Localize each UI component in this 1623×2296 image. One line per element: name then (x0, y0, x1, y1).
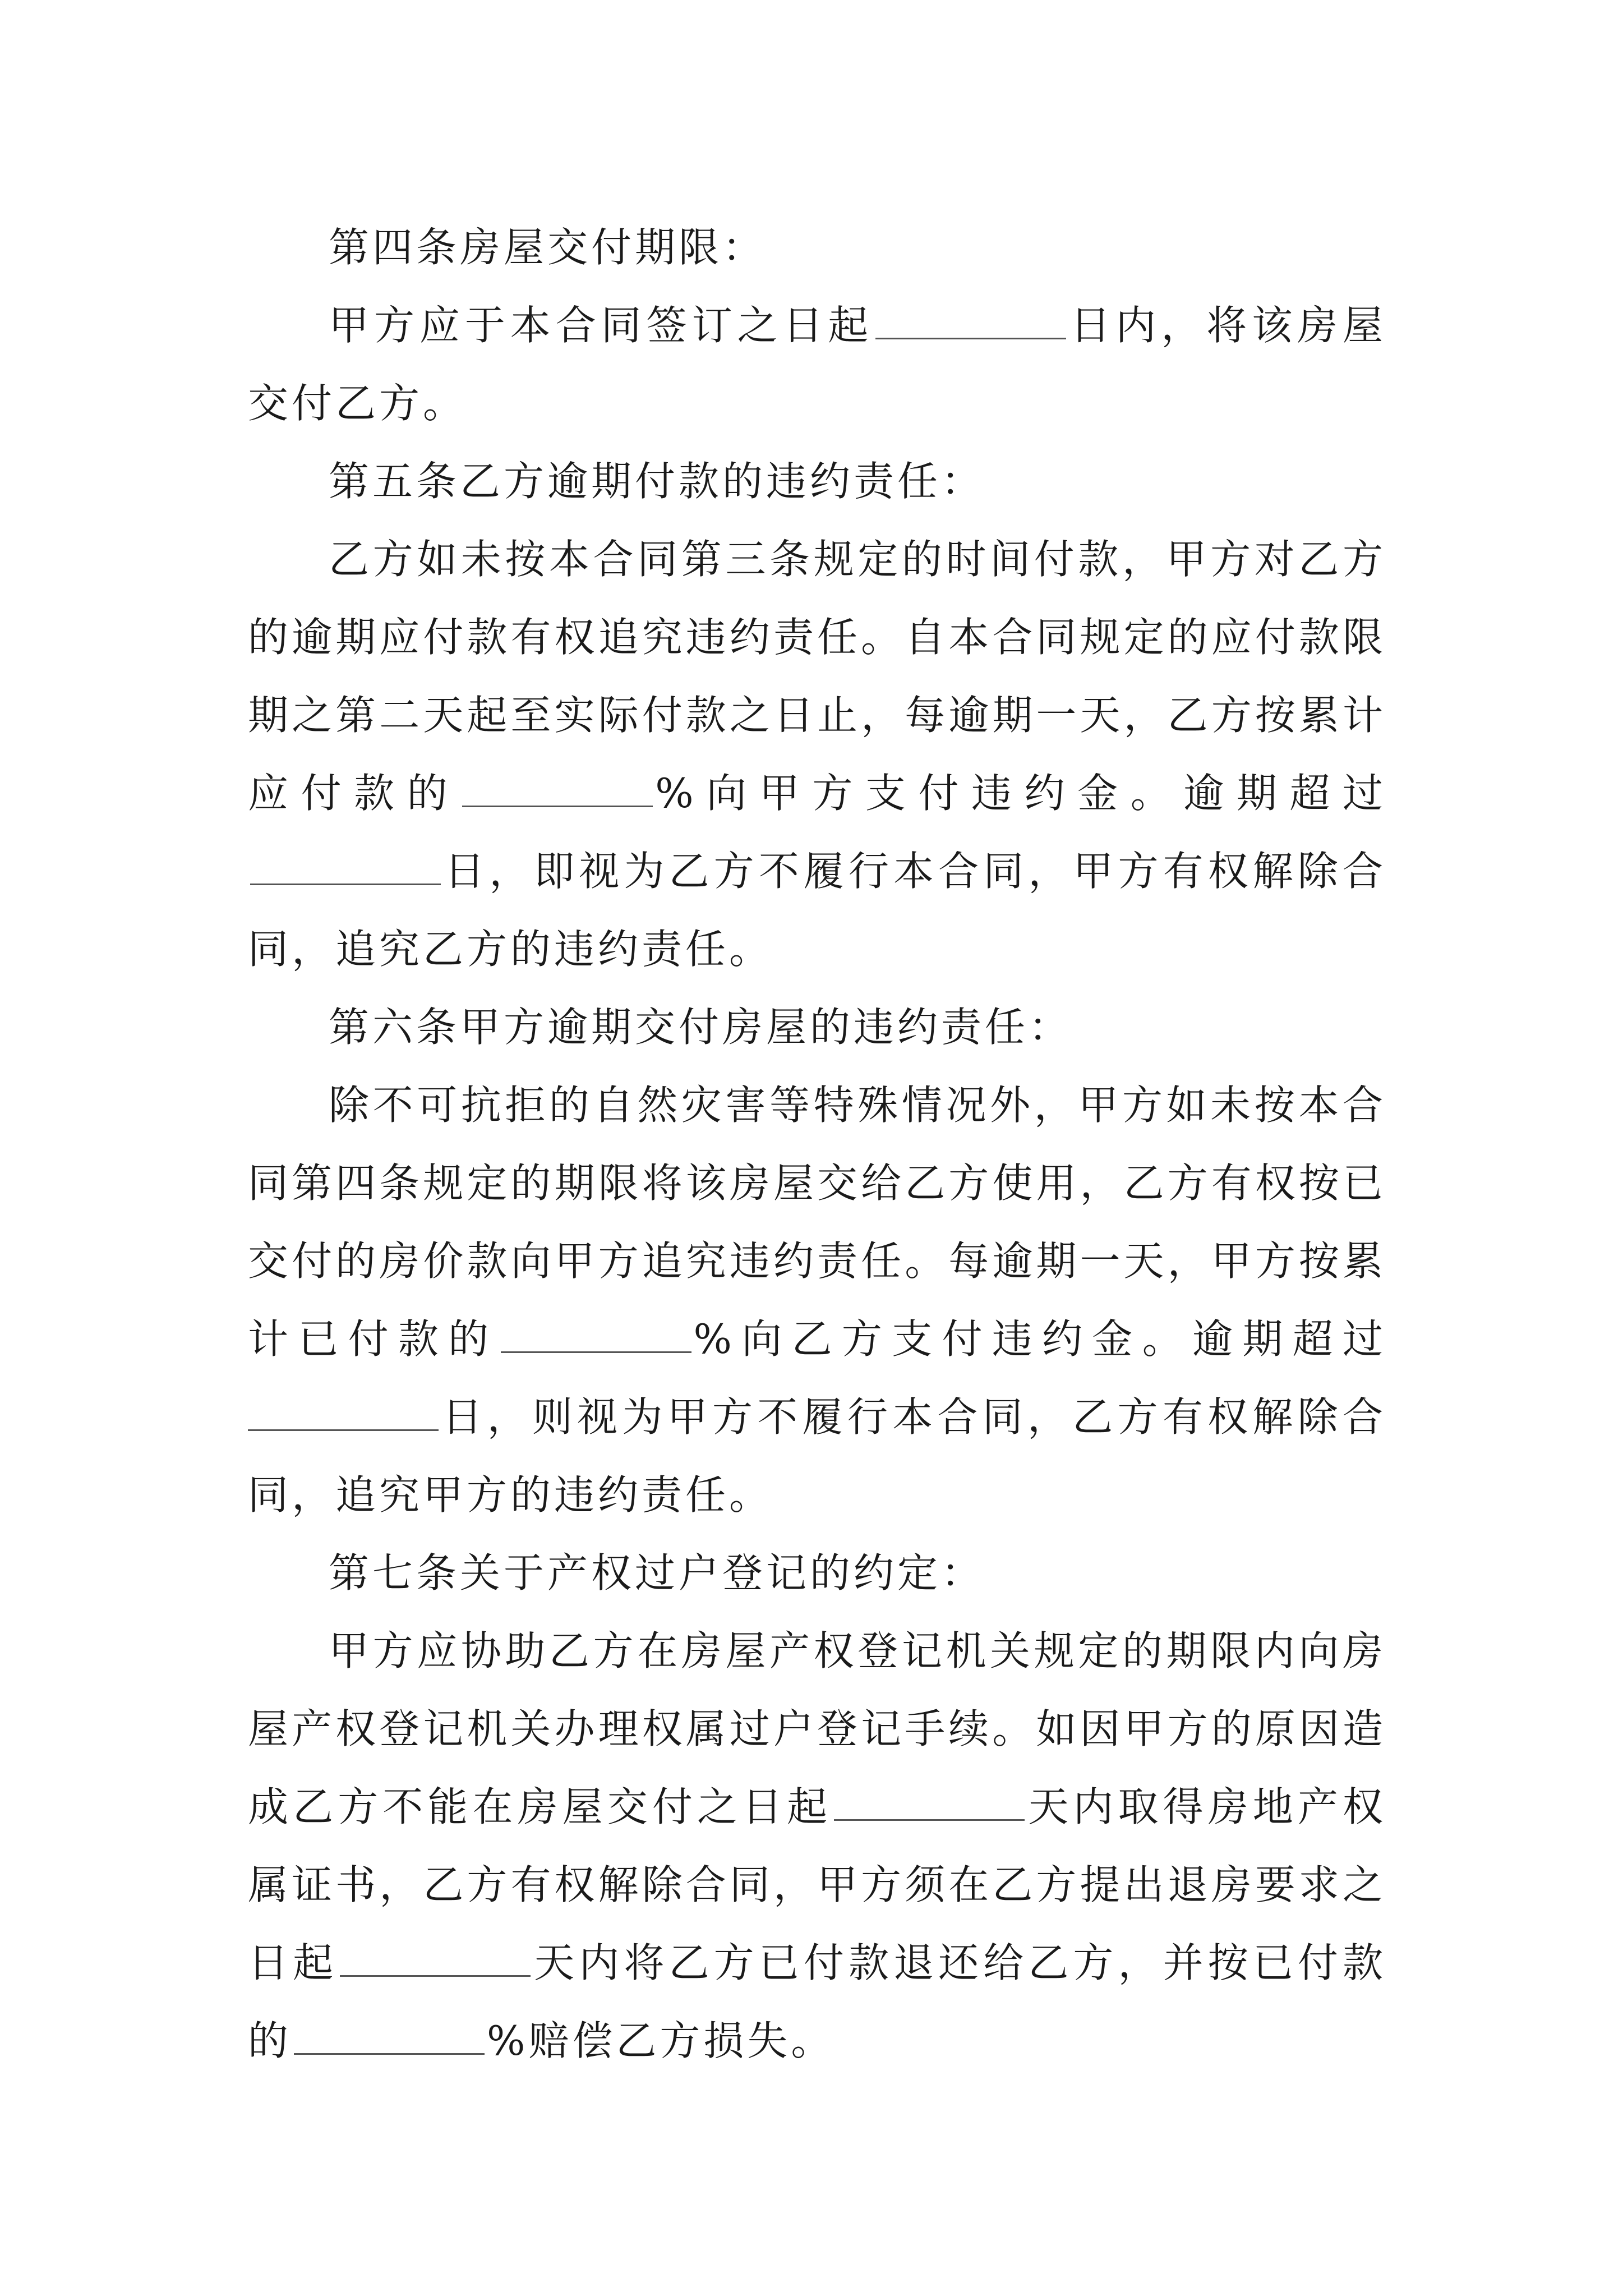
fill-blank[interactable] (248, 1396, 439, 1431)
article6-body (248, 1066, 1386, 1534)
article4-text-b: 日内，将该房屋交付乙方。 (248, 302, 1386, 427)
fill-blank[interactable] (875, 304, 1066, 339)
article6-heading: 第六条甲方逾期交付房屋的违约责任： (329, 1004, 1073, 1051)
article7-text-d: %赔偿乙方损失。 (487, 2017, 835, 2064)
article7-text-a: 甲方应协助乙方在房屋产权登记机关规定的期限内向房屋产权登记机关办理权属过户登记手续。如因甲方的原因造成乙方不能在房屋交付之日起 (248, 1627, 1386, 1830)
fill-blank[interactable] (250, 850, 441, 885)
article6-text-b: %向乙方支付违约金。逾期超过 (693, 1315, 1386, 1363)
fill-blank[interactable] (294, 2019, 485, 2055)
article5-text-a: 乙方如未按本合同第三条规定的时间付款，甲方对乙方的逾期应付款有权追究违约责任。自本合同规定的应付款限期之第二天起至实际付款之日止，每逾期一天，乙方按累计应付款的 (248, 536, 1386, 817)
article7-text-b: 天内取得房地产权属证书，乙方有权解除合同，甲方须在乙方提出退房要求之日起 (248, 1783, 1386, 1986)
fill-blank[interactable] (462, 772, 653, 807)
article7-text-c: 天内将乙方已付款退还给乙方，并按已付款的 (248, 1939, 1386, 2064)
fill-blank[interactable] (340, 1941, 531, 1977)
article5-body (248, 521, 1386, 988)
article6-text-c: 日，则视为甲方不履行本合同，乙方有权解除合同，追究甲方的违约责任。 (248, 1393, 1386, 1519)
fill-blank[interactable] (834, 1786, 1025, 1821)
fill-blank[interactable] (501, 1318, 691, 1353)
article4-heading: 第四条房屋交付期限： (329, 224, 767, 271)
article6-text-a: 除不可抗拒的自然灾害等特殊情况外，甲方如未按本合同第四条规定的期限将该房屋交给乙方使用，乙方有权按已交付的房价款向甲方追究违约责任。每逾期一天，甲方按累计已付款的 (248, 1082, 1386, 1363)
article4-text-a: 甲方应于本合同签订之日起 (329, 302, 874, 349)
article4-body (248, 287, 1386, 443)
article7-heading: 第七条关于产权过户登记的约定： (329, 1549, 985, 1596)
article5-text-b: %向甲方支付违约金。逾期超过 (655, 770, 1386, 817)
article5-text-c: 日，即视为乙方不履行本合同，甲方有权解除合同，追究乙方的违约责任。 (248, 848, 1386, 973)
article5-heading: 第五条乙方逾期付款的违约责任： (329, 458, 985, 505)
article7-body (248, 1612, 1386, 2080)
document-body (248, 209, 1386, 2080)
